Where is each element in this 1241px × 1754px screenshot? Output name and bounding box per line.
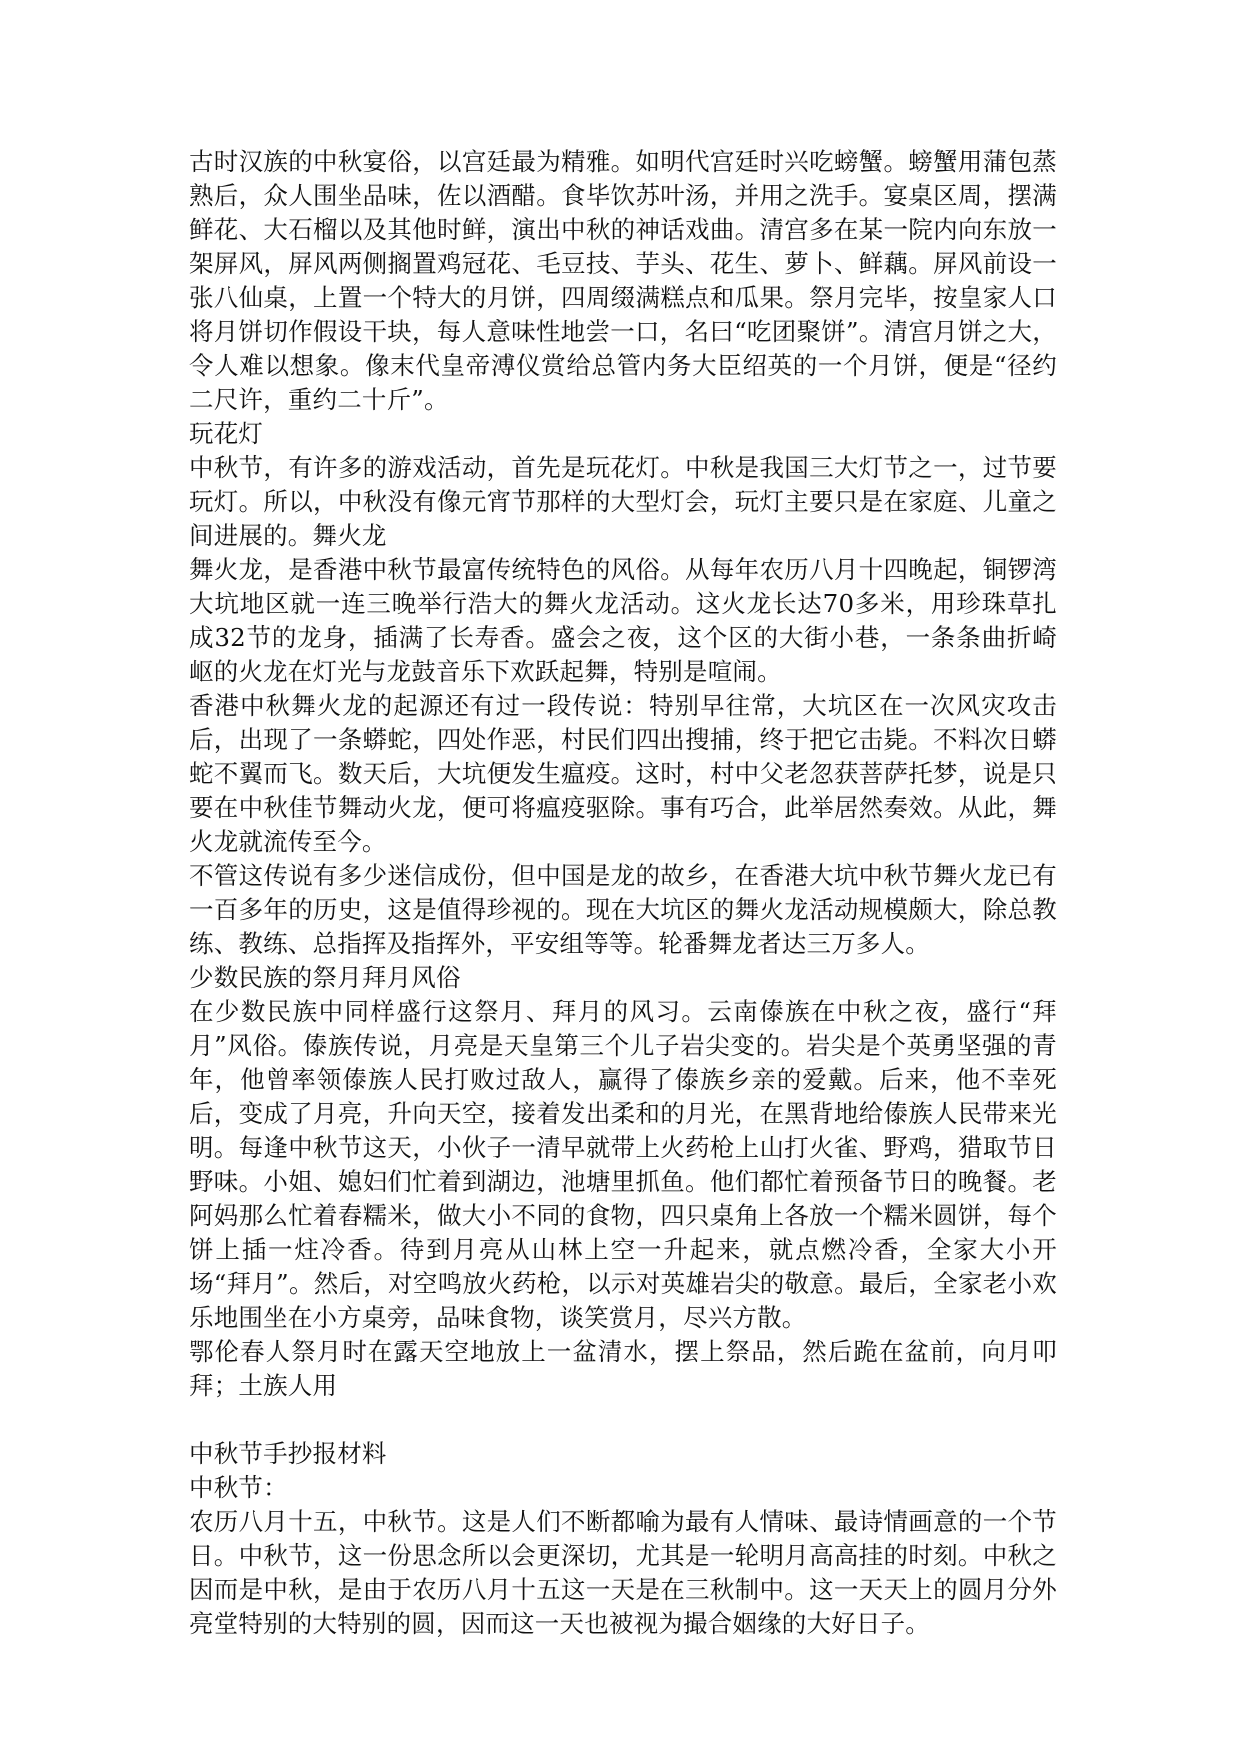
heading-lanterns: 玩花灯 xyxy=(189,419,264,448)
blank-line xyxy=(189,1403,1057,1437)
paragraph-fire-dragon-history: 不管这传说有多少迷信成份，但中国是龙的故乡，在香港大坑中秋节舞火龙已有一百多年的历史，这是值得珍视的。现在大坑区的舞火龙活动规模颇大，除总教练、教练、总指挥及指挥外，平安组等等。轮番舞龙者达三万多人。 xyxy=(189,861,1057,958)
paragraph-mid-autumn-intro: 农历八月十五，中秋节。这是人们不断都喻为最有人情味、最诗情画意的一个节日。中秋节，这一份思念所以会更深切，尤其是一轮明月高高挂的时刻。中秋之因而是中秋，是由于农历八月十五这一天是在三秋制中。这一天天上的圆月分外亮堂特别的大特别的圆，因而这一天也被视为撮合姻缘的大好日子。 xyxy=(189,1507,1057,1638)
heading-mid-autumn: 中秋节： xyxy=(189,1473,288,1502)
paragraph-fire-dragon: 舞火龙，是香港中秋节最富传统特色的风俗。从每年农历八月十四晚起，铜锣湾大坑地区就一连三晚举行浩大的舞火龙活动。这火龙长达70多米，用珍珠草扎成32节的龙身，插满了长寿香。盛会之夜，这个区的大街小巷，一条条曲折崎岖的火龙在灯光与龙鼓音乐下欢跃起舞，特别是喧闹。 xyxy=(189,555,1057,686)
heading-minority-customs: 少数民族的祭月拜月风俗 xyxy=(189,963,461,992)
paragraph-dai-custom: 在少数民族中同样盛行这祭月、拜月的风习。云南傣族在中秋之夜，盛行“拜月”风俗。傣族传说，月亮是天皇第三个儿子岩尖变的。岩尖是个英勇坚强的青年，他曾率领傣族人民打败过敌人，赢得了傣族乡亲的爱戴。后来，他不幸死后，变成了月亮，升向天空，接着发出柔和的月光，在黑背地给傣族人民带来光明。每逢中秋节这天，小伙子一清早就带上火药枪上山打火雀、野鸡，猎取节日野味。小姐、媳妇们忙着到湖边，池塘里抓鱼。他们都忙着预备节日的晚餐。老阿妈那么忙着舂糯米，做大小不同的食物，四只桌角上各放一个糯米圆饼，每个饼上插一炷冷香。待到月亮从山林上空一升起来，就点燃冷香，全家大小开场“拜月”。然后，对空鸣放火药枪，以示对英雄岩尖的敬意。最后，全家老小欢乐地围坐在小方桌旁，品味食物，谈笑赏月，尽兴方散。 xyxy=(189,997,1057,1332)
paragraph-lanterns: 中秋节，有许多的游戏活动，首先是玩花灯。中秋是我国三大灯节之一，过节要玩灯。所以，中秋没有像元宵节那样的大型灯会，玩灯主要只是在家庭、儿童之间进展的。舞火龙 xyxy=(189,453,1057,550)
paragraph-oroqen-custom: 鄂伦春人祭月时在露天空地放上一盆清水，摆上祭品，然后跪在盆前，向月叩拜；土族人用 xyxy=(189,1337,1057,1400)
document-page xyxy=(189,145,1057,1641)
paragraph-palace-feast: 古时汉族的中秋宴俗，以宫廷最为精雅。如明代宫廷时兴吃螃蟹。螃蟹用蒲包蒸熟后，众人围坐品味，佐以酒醋。食毕饮苏叶汤，并用之洗手。宴桌区周，摆满鲜花、大石榴以及其他时鲜，演出中秋的神话戏曲。清宫多在某一院内向东放一架屏风，屏风两侧搁置鸡冠花、毛豆技、芋头、花生、萝卜、鲜藕。屏风前设一张八仙桌，上置一个特大的月饼，四周缀满糕点和瓜果。祭月完毕，按皇家人口将月饼切作假设干块，每人意味性地尝一口，名曰“吃团聚饼”。清宫月饼之大，令人难以想象。像末代皇帝溥仪赏给总管内务大臣绍英的一个月饼，便是“径约二尺许，重约二十斤”。 xyxy=(189,147,1057,414)
paragraph-fire-dragon-legend: 香港中秋舞火龙的起源还有过一段传说：特别早往常，大坑区在一次风灾攻击后，出现了一条蟒蛇，四处作恶，村民们四出搜捕，终于把它击毙。不料次日蟒蛇不翼而飞。数天后，大坑便发生瘟疫。这时，村中父老忽获菩萨托梦，说是只要在中秋佳节舞动火龙，便可将瘟疫驱除。事有巧合，此举居然奏效。从此，舞火龙就流传至今。 xyxy=(189,691,1057,856)
heading-handout-material: 中秋节手抄报材料 xyxy=(189,1439,387,1468)
